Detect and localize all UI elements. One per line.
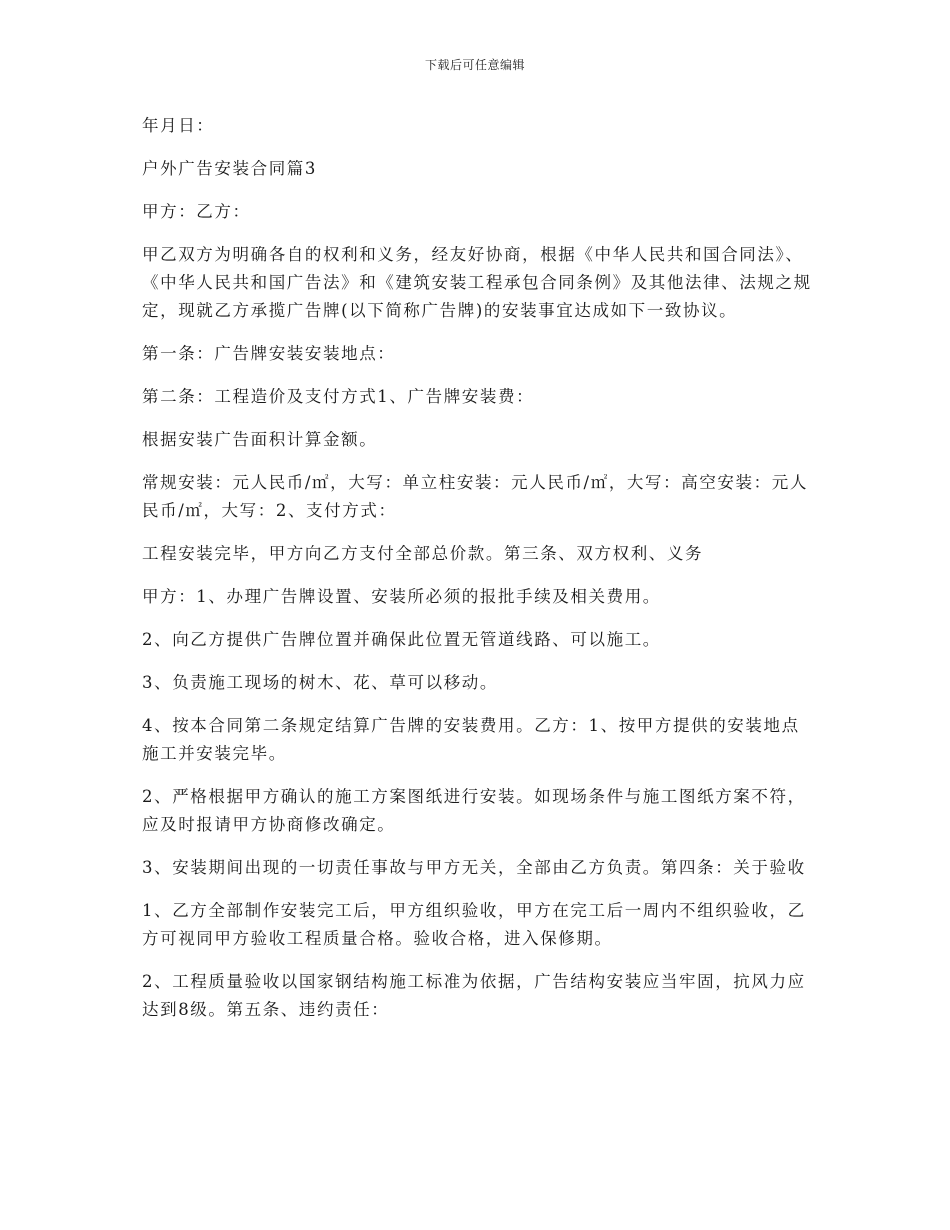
- party-b-duty-3: 3、安装期间出现的一切责任事故与甲方无关，全部由乙方负责。第四条：关于验收: [142, 858, 806, 877]
- acceptance-clause-1: 1、乙方全部制作安装完工后，甲方组织验收，甲方在完工后一周内不组织验收，乙方可视同甲方验收工程质量合格。验收合格，进入保修期。: [142, 901, 806, 948]
- parties-line: 甲方：乙方：: [142, 202, 251, 221]
- acceptance-clause-2: 2、工程质量验收以国家钢结构施工标准为依据，广告结构安装应当牢固，抗风力应达到8级。第五条、违约责任：: [142, 972, 806, 1019]
- party-a-duty-3: 3、负责施工现场的树木、花、草可以移动。: [142, 673, 498, 692]
- contract-title: 户外广告安装合同篇3: [142, 159, 317, 178]
- article-2: 第二条：工程造价及支付方式1、广告牌安装费：: [142, 387, 535, 406]
- payment-and-article-3: 工程安装完毕，甲方向乙方支付全部总价款。第三条、双方权利、义务: [142, 544, 704, 563]
- document-body: [142, 112, 817, 1039]
- party-a-duty-2: 2、向乙方提供广告牌位置并确保此位置无管道线路、可以施工。: [142, 630, 661, 649]
- date-line: 年月日：: [142, 116, 215, 135]
- fee-basis: 根据安装广告面积计算金额。: [142, 430, 378, 449]
- article-1: 第一条：广告牌安装安装地点：: [142, 344, 396, 363]
- party-b-duty-2: 2、严格根据甲方确认的施工方案图纸进行安装。如现场条件与施工图纸方案不符，应及时报请甲方协商修改确定。: [142, 787, 806, 834]
- fee-rates: 常规安装：元人民币/㎡，大写：单立柱安装：元人民币/㎡，大写：高空安装：元人民币/㎡，大写：2、支付方式：: [142, 473, 808, 520]
- preamble-paragraph: 甲乙双方为明确各自的权利和义务，经友好协商，根据《中华人民共和国合同法》、《中华人民共和国广告法》和《建筑安装工程承包合同条例》及其他法律、法规之规定，现就乙方承揽广告牌(以下简称广告牌)的安装事宜达成如下一致协议。: [142, 245, 812, 320]
- party-a-duty-1: 甲方：1、办理广告牌设置、安装所必须的报批手续及相关费用。: [142, 587, 661, 606]
- party-a-duty-4: 4、按本合同第二条规定结算广告牌的安装费用。乙方：1、按甲方提供的安装地点施工并安装完毕。: [142, 716, 800, 763]
- page-header: 下载后可任意编辑: [424, 58, 525, 72]
